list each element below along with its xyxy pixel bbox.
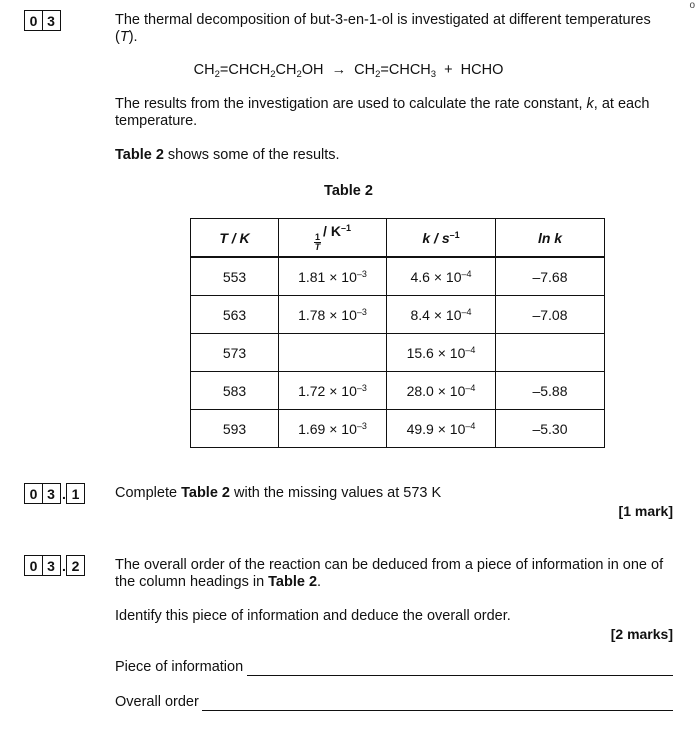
subquestion-text: Complete Table 2 with the missing values at 573 K [115,485,442,501]
question-dot: . [62,486,66,502]
table-row [191,372,605,410]
answer-label-order: Overall order [115,694,199,710]
subquestion-text: The overall order of the reaction can be deduced from a piece of information in one of the column headings in Table 2. [115,557,664,590]
intro-end: ). [128,29,138,45]
answer-line-piece[interactable] [247,675,673,676]
results-table [190,218,605,448]
table-reference: Table 2 shows some of the results. [115,147,340,163]
question-digit: 3 [42,10,61,31]
answer-label-piece: Piece of information [115,659,244,675]
cell-ln-k: –5.88 [496,372,605,410]
reaction-arrow: → [331,62,347,78]
cell-reciprocal: $1.72 \times 10^{-3}$ [279,372,387,410]
cell-rate-constant: $49.9 \times 10^{-4}$ [387,410,496,448]
question-digit: 0 [24,483,43,504]
question-digit: 2 [66,555,85,576]
cell-ln-k: –7.68 [496,257,605,296]
cell-ln-k: –5.30 [496,410,605,448]
cell-temperature: 563 [191,296,279,334]
cell-reciprocal: $1.81 \times 10^{-3}$ [279,257,387,296]
plus-sign: + [444,62,453,78]
cell-reciprocal: $1.69 \times 10^{-3}$ [279,410,387,448]
cell-rate-constant: $8.4 \times 10^{-4}$ [387,296,496,334]
subquestion-number-box [24,483,85,504]
cell-rate-constant: $4.6 \times 10^{-4}$ [387,257,496,296]
results-paragraph: The results from the investigation are used to calculate the rate constant, k, at each temperature. [115,96,650,129]
cell-temperature: 583 [191,372,279,410]
table-row [191,410,605,448]
marks-label: [2 marks] [610,626,673,642]
corner-mark: o [689,0,695,11]
cell-ln-k: –7.08 [496,296,605,334]
table-row [191,296,605,334]
marks-label: [1 mark] [618,503,673,519]
question-number-box [24,10,61,31]
header-rate-constant: k / $s^{-1}$ [387,219,496,258]
question-digit: 3 [42,555,61,576]
intro-text: The thermal decomposition of but-3-en-1-ol is investigated at different temperatures ( [115,12,651,45]
cell-rate-constant: $15.6 \times 10^{-4}$ [387,334,496,372]
table-row [191,257,605,296]
table-header-row [191,219,605,258]
reaction-equation [0,62,697,80]
product-methanal: HCHO [460,62,504,78]
cell-temperature: 593 [191,410,279,448]
product-propene: $CH_2=CHCH_3$ [354,62,437,80]
cell-temperature: 553 [191,257,279,296]
header-reciprocal-temperature: $\frac{1}{T}$ / $K^{-1}$ [279,219,387,258]
intro-paragraph [115,12,675,46]
cell-reciprocal: $1.78 \times 10^{-3}$ [279,296,387,334]
header-temperature: T / K [191,219,279,258]
question-dot: . [62,558,66,574]
question-digit: 3 [42,483,61,504]
cell-reciprocal-blank[interactable] [279,334,387,372]
cell-rate-constant: $28.0 \times 10^{-4}$ [387,372,496,410]
answer-line-order[interactable] [202,710,673,711]
reactant-formula: $CH_2=CHCH_2CH_2OH$ [193,62,324,80]
reciprocal-fraction: $\frac{1}{T}$ [314,232,321,252]
question-digit: 1 [66,483,85,504]
table-title: Table 2 [324,183,373,199]
subquestion-instruction: Identify this piece of information and deduce the overall order. [115,608,511,624]
intro-temperature-symbol: T [119,29,129,45]
question-digit: 0 [24,10,43,31]
subquestion-number-box [24,555,85,576]
cell-ln-k-blank[interactable] [496,334,605,372]
cell-temperature: 573 [191,334,279,372]
table-row [191,334,605,372]
question-digit: 0 [24,555,43,576]
header-ln-k: ln k [496,219,605,258]
